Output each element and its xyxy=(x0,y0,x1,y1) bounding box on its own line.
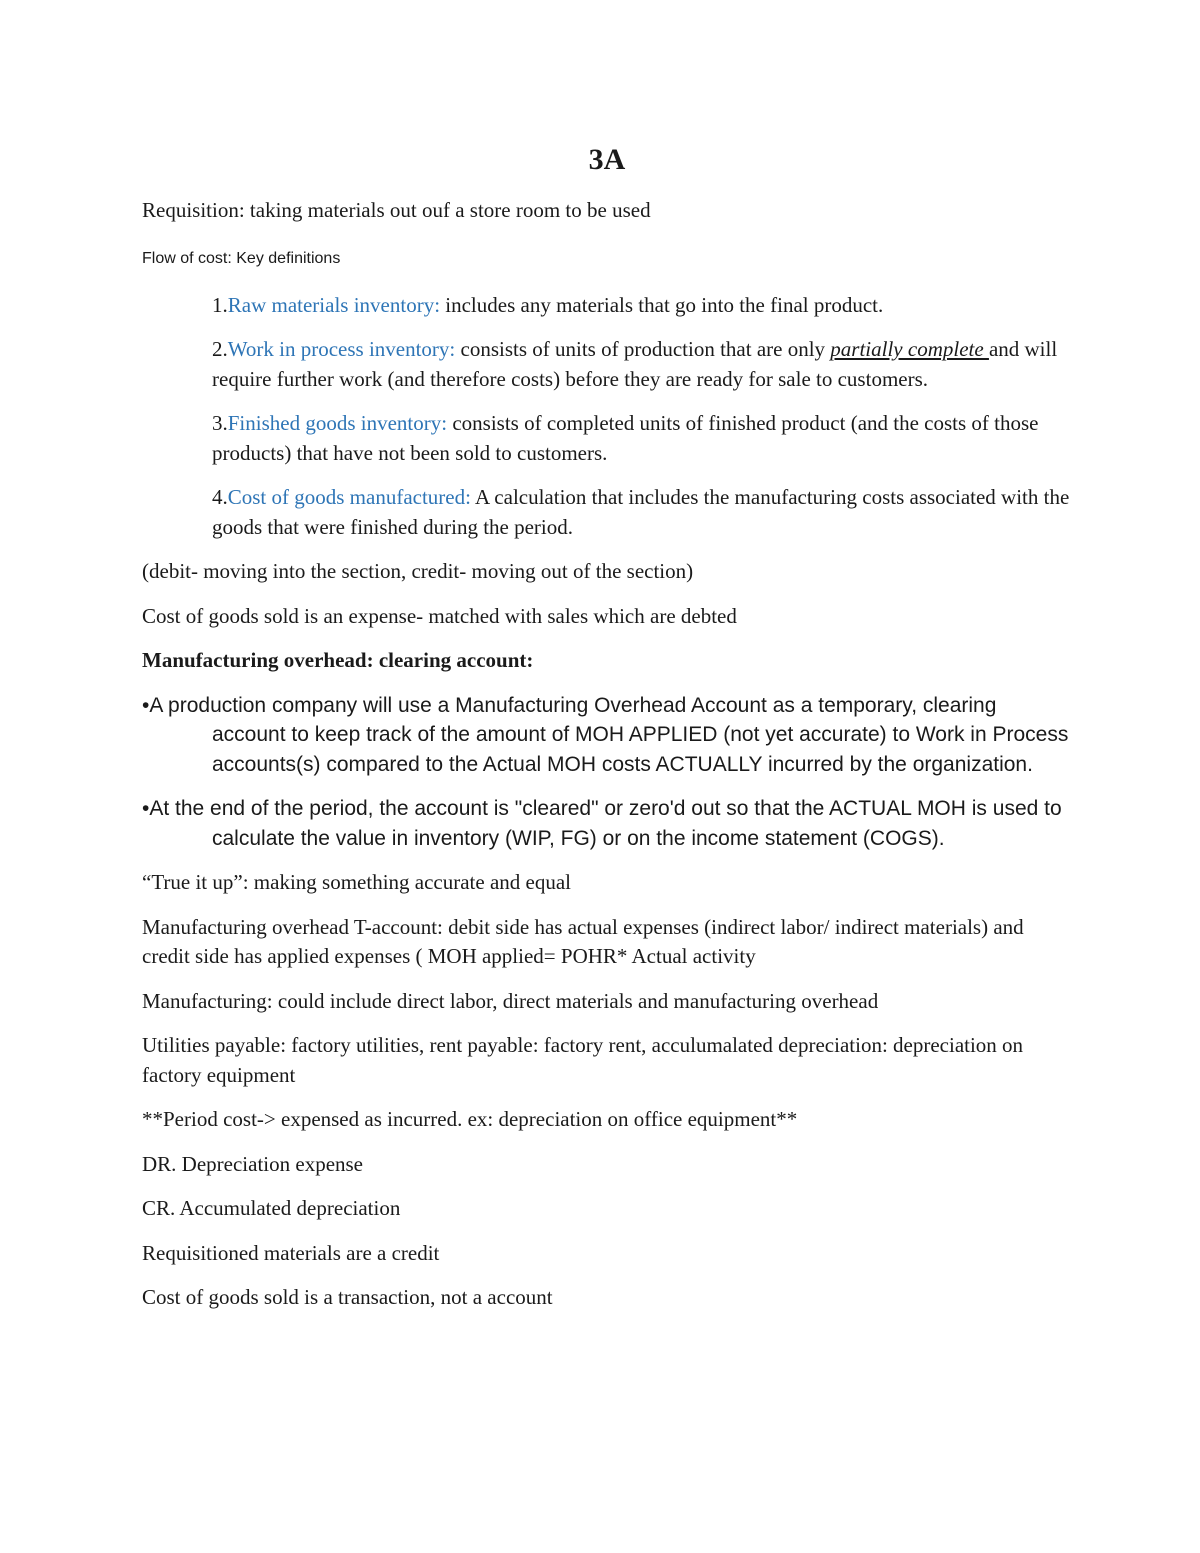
cogs-expense-note: Cost of goods sold is an expense- matched with sales which are debted xyxy=(142,603,737,628)
definition-number: 3. xyxy=(212,411,228,435)
definition-number: 2. xyxy=(212,337,228,361)
cogs-transaction-note: Cost of goods sold is a transaction, not a account xyxy=(142,1285,553,1309)
definition-finished-goods xyxy=(212,409,1072,468)
flow-heading: Flow of cost: Key definitions xyxy=(142,249,341,267)
page-title: 3A xyxy=(588,143,626,176)
definition-term: Cost of goods manufactured: xyxy=(227,485,471,509)
debit-entry: DR. Depreciation expense xyxy=(142,1151,364,1176)
debit-credit-note: (debit- moving into the section, credit- moving out of the section) xyxy=(142,559,694,583)
moh-heading: Manufacturing overhead: clearing account: xyxy=(142,648,534,672)
utilities-note: Utilities payable: factory utilities, rent payable: factory rent, acculumalated depreciation: depreciation on factory equipment xyxy=(142,1033,1024,1087)
definition-term: Work in process inventory: xyxy=(227,337,456,361)
definition-work-in-process xyxy=(212,335,1072,394)
t-account-note: Manufacturing overhead T-account: debit side has actual expenses (indirect labor/ indirect materials) and credit side has applied expenses ( MOH applied= POHR* Actual activity xyxy=(142,914,1024,968)
document-page xyxy=(142,138,1072,1328)
period-cost-note: **Period cost-> expensed as incurred. ex: depreciation on office equipment** xyxy=(142,1107,798,1131)
definition-term: Finished goods inventory: xyxy=(227,411,448,435)
definition-text: consists of completed units of finished product (and the costs of those products) that have not been sold to customers. xyxy=(212,411,1039,465)
definition-text: A calculation that includes the manufacturing costs associated with the goods that were finished during the period. xyxy=(212,485,1070,539)
requisition-definition: Requisition: taking materials out ouf a store room to be used xyxy=(142,198,651,222)
definition-cost-of-goods-manufactured xyxy=(212,483,1072,542)
definition-raw-materials xyxy=(212,291,1072,321)
definition-emphasis: partially complete xyxy=(830,337,989,361)
definition-number: 4. xyxy=(212,485,228,509)
true-it-up-note: “True it up”: making something accurate and equal xyxy=(142,870,572,894)
manufacturing-note: Manufacturing: could include direct labor, direct materials and manufacturing overhead xyxy=(142,988,879,1013)
moh-bullet: •At the end of the period, the account is "cleared" or zero'd out so that the ACTUAL MOH is used to calculate the value in inventory (WIP, FG) or on the income statement (COGS). xyxy=(142,797,1062,850)
definition-number: 1. xyxy=(212,292,228,317)
requisitioned-note: Requisitioned materials are a credit xyxy=(142,1240,440,1265)
definition-text: includes any materials that go into the final product. xyxy=(440,292,884,317)
definition-text: consists of units of production that are only xyxy=(455,337,831,361)
definition-term: Raw materials inventory: xyxy=(227,292,441,317)
credit-entry: CR. Accumulated depreciation xyxy=(142,1196,401,1220)
definition-text: and will require further work (and therefore costs) before they are ready for sale to customers. xyxy=(212,337,1058,391)
moh-bullet: •A production company will use a Manufacturing Overhead Account as a temporary, clearing account to keep track of the amount of MOH APPLIED (not yet accurate) to Work in Process accounts(s) compared to the Actual MOH costs ACTUALLY incurred by the organization. xyxy=(142,693,1069,776)
